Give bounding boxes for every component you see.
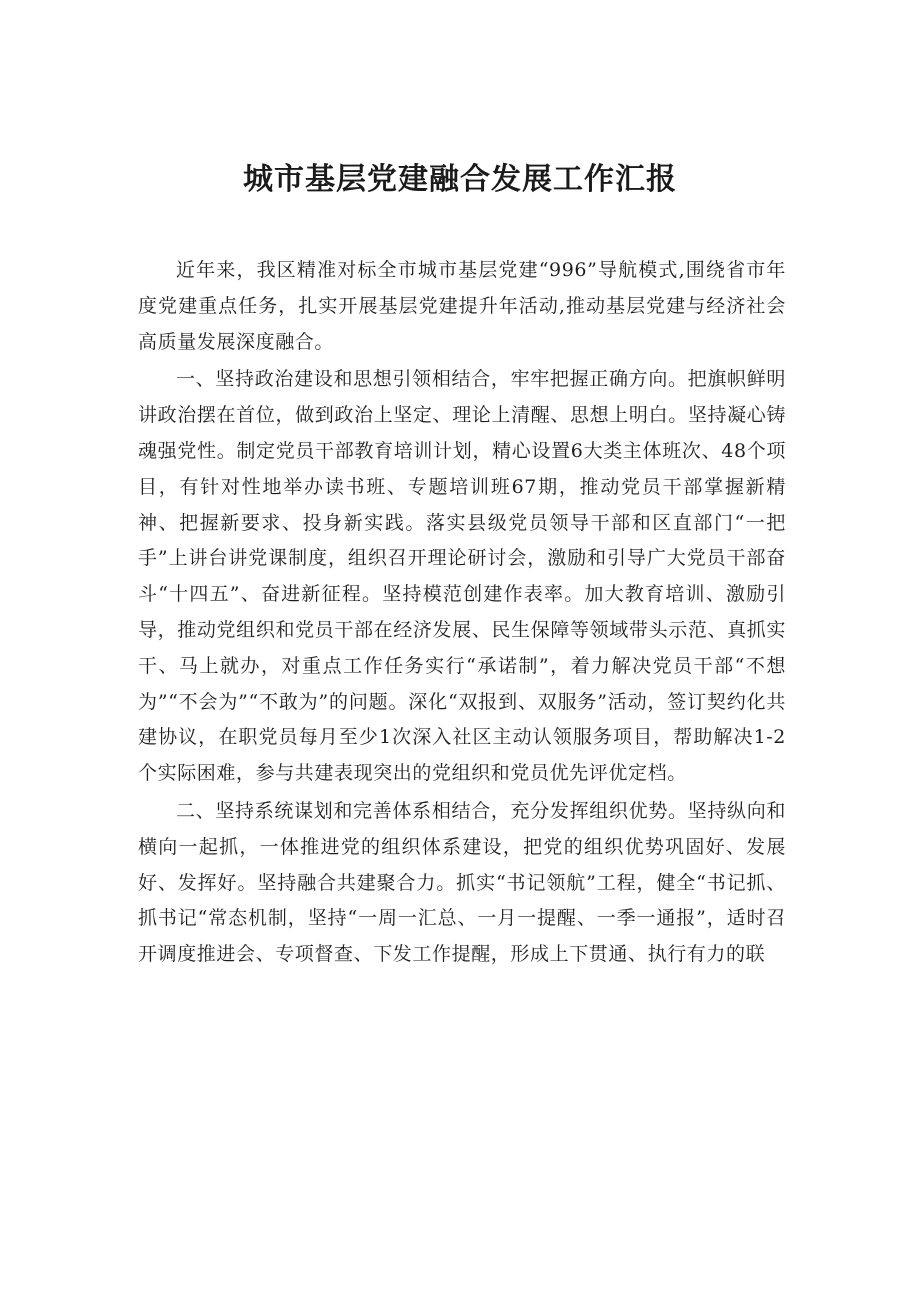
document-body (138, 253, 786, 975)
paragraph-section-one: 一、坚持政治建设和思想引领相结合，牢牢把握正确方向。把旗帜鲜明讲政治摆在首位，做到政治上坚定、理论上清醒、思想上明白。坚持凝心铸魂强党性。制定党员干部教育培训计划，精心设置6大类主体班次、48个项目，有针对性地举办读书班、专题培训班67期，推动党员干部掌握新精神、把握新要求、投身新实践。落实县级党员领导干部和区直部门“一把手”上讲台讲党课制度，组织召开理论研讨会，激励和引导广大党员干部奋斗“十四五”、奋进新征程。坚持模范创建作表率。加大教育培训、激励引导，推动党组织和党员干部在经济发展、民生保障等领域带头示范、真抓实干、马上就办，对重点工作任务实行“承诺制”，着力解决党员干部“不想为”“不会为”“不敢为”的问题。深化“双报到、双服务”活动，签订契约化共建协议，在职党员每月至少1次深入社区主动认领服务项目，帮助解决1-2个实际困难，参与共建表现突出的党组织和党员优先评优定档。 (138, 368, 786, 785)
paragraph-section-two: 二、坚持系统谋划和完善体系相结合，充分发挥组织优势。坚持纵向和横向一起抓，一体推进党的组织体系建设，把党的组织优势巩固好、发展好、发挥好。坚持融合共建聚合力。抓实“书记领航”工程，健全“书记抓、抓书记“常态机制，坚持“一周一汇总、一月一提醒、一季一通报”，适时召开调度推进会、专项督查、下发工作提醒，形成上下贯通、执行有力的联 (138, 799, 786, 966)
document-title: 城市基层党建融合发展工作汇报 (243, 162, 677, 197)
paragraph-intro: 近年来，我区精准对标全市城市基层党建“996”导航模式,围绕省市年度党建重点任务，扎实开展基层党建提升年活动,推动基层党建与经济社会高质量发展深度融合。 (138, 259, 786, 353)
